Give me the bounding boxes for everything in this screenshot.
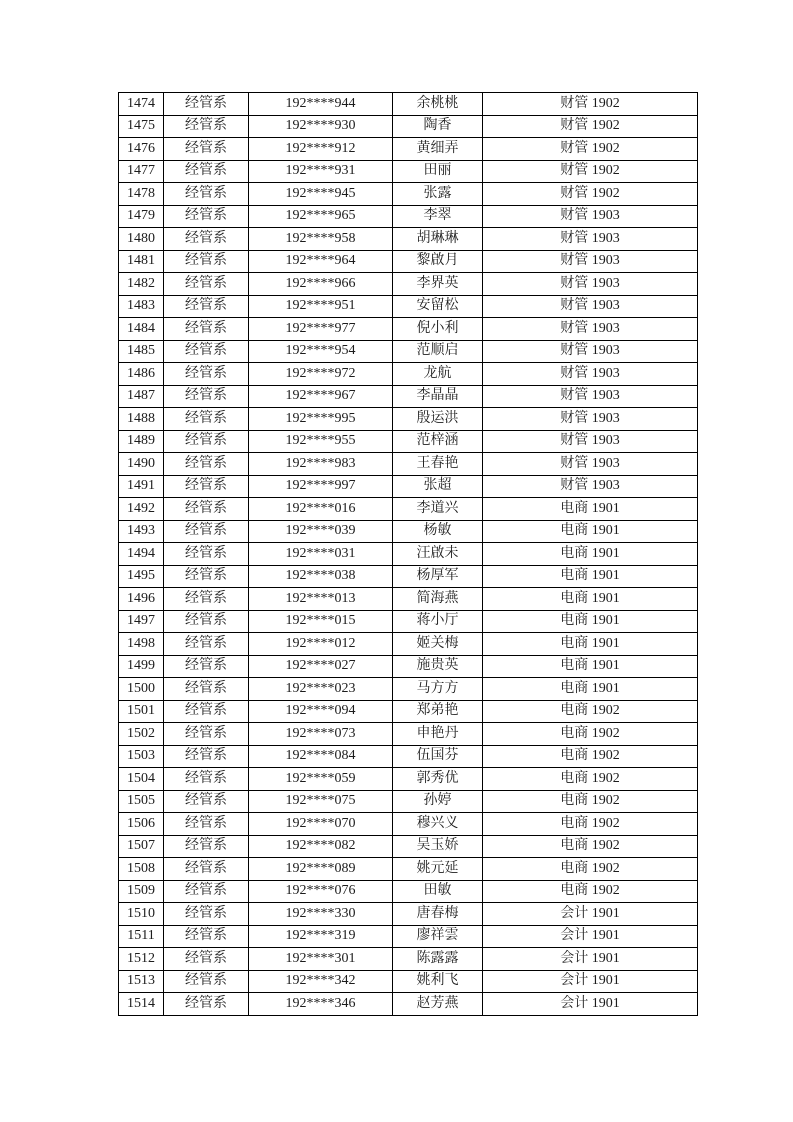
cell-name: 简海燕: [393, 588, 483, 611]
cell-class: 财管 1903: [483, 295, 698, 318]
cell-student_id: 192****059: [249, 768, 393, 791]
table-row: [119, 633, 698, 656]
cell-name: 李晶晶: [393, 385, 483, 408]
cell-student_id: 192****016: [249, 498, 393, 521]
table-row: [119, 138, 698, 161]
cell-student_id: 192****346: [249, 993, 393, 1016]
cell-name: 郭秀优: [393, 768, 483, 791]
cell-student_id: 192****945: [249, 183, 393, 206]
cell-name: 余桃桃: [393, 93, 483, 116]
cell-student_id: 192****013: [249, 588, 393, 611]
cell-class: 会计 1901: [483, 925, 698, 948]
cell-name: 汪啟未: [393, 543, 483, 566]
table-row: [119, 295, 698, 318]
cell-department: 经管系: [164, 790, 249, 813]
cell-name: 赵芳燕: [393, 993, 483, 1016]
cell-student_id: 192****954: [249, 340, 393, 363]
table-row: [119, 520, 698, 543]
cell-student_id: 192****955: [249, 430, 393, 453]
cell-index: 1511: [119, 925, 164, 948]
cell-department: 经管系: [164, 565, 249, 588]
cell-class: 电商 1902: [483, 790, 698, 813]
cell-class: 财管 1902: [483, 183, 698, 206]
cell-index: 1512: [119, 948, 164, 971]
cell-department: 经管系: [164, 880, 249, 903]
cell-department: 经管系: [164, 610, 249, 633]
cell-index: 1492: [119, 498, 164, 521]
table-row: [119, 408, 698, 431]
cell-index: 1497: [119, 610, 164, 633]
table-row: [119, 993, 698, 1016]
cell-student_id: 192****995: [249, 408, 393, 431]
cell-department: 经管系: [164, 903, 249, 926]
cell-department: 经管系: [164, 745, 249, 768]
cell-name: 穆兴义: [393, 813, 483, 836]
cell-index: 1481: [119, 250, 164, 273]
cell-department: 经管系: [164, 228, 249, 251]
table-row: [119, 948, 698, 971]
cell-department: 经管系: [164, 813, 249, 836]
cell-class: 电商 1901: [483, 565, 698, 588]
cell-name: 李道兴: [393, 498, 483, 521]
cell-index: 1487: [119, 385, 164, 408]
table-row: [119, 160, 698, 183]
cell-name: 龙航: [393, 363, 483, 386]
cell-student_id: 192****997: [249, 475, 393, 498]
cell-class: 电商 1901: [483, 498, 698, 521]
cell-name: 陶香: [393, 115, 483, 138]
cell-class: 电商 1902: [483, 813, 698, 836]
cell-name: 唐春梅: [393, 903, 483, 926]
cell-index: 1493: [119, 520, 164, 543]
student-roster-table: [118, 92, 698, 1016]
cell-department: 经管系: [164, 363, 249, 386]
cell-class: 财管 1902: [483, 93, 698, 116]
cell-department: 经管系: [164, 655, 249, 678]
cell-student_id: 192****082: [249, 835, 393, 858]
table-row: [119, 430, 698, 453]
cell-index: 1498: [119, 633, 164, 656]
cell-name: 张超: [393, 475, 483, 498]
table-row: [119, 610, 698, 633]
cell-index: 1476: [119, 138, 164, 161]
cell-name: 伍国芬: [393, 745, 483, 768]
table-row: [119, 115, 698, 138]
cell-department: 经管系: [164, 948, 249, 971]
cell-class: 电商 1901: [483, 543, 698, 566]
cell-department: 经管系: [164, 138, 249, 161]
cell-class: 电商 1901: [483, 678, 698, 701]
cell-class: 财管 1903: [483, 228, 698, 251]
cell-student_id: 192****912: [249, 138, 393, 161]
cell-class: 财管 1903: [483, 250, 698, 273]
table-row: [119, 835, 698, 858]
cell-student_id: 192****089: [249, 858, 393, 881]
cell-class: 电商 1902: [483, 745, 698, 768]
cell-class: 电商 1902: [483, 880, 698, 903]
cell-class: 财管 1903: [483, 408, 698, 431]
cell-class: 电商 1901: [483, 655, 698, 678]
cell-class: 电商 1901: [483, 610, 698, 633]
table-row: [119, 925, 698, 948]
cell-student_id: 192****966: [249, 273, 393, 296]
cell-index: 1501: [119, 700, 164, 723]
table-row: [119, 655, 698, 678]
cell-department: 经管系: [164, 588, 249, 611]
cell-index: 1482: [119, 273, 164, 296]
cell-class: 电商 1902: [483, 700, 698, 723]
cell-index: 1474: [119, 93, 164, 116]
cell-department: 经管系: [164, 858, 249, 881]
cell-department: 经管系: [164, 115, 249, 138]
cell-class: 财管 1903: [483, 340, 698, 363]
cell-student_id: 192****931: [249, 160, 393, 183]
cell-class: 财管 1903: [483, 273, 698, 296]
cell-name: 姚利飞: [393, 970, 483, 993]
cell-student_id: 192****972: [249, 363, 393, 386]
cell-class: 会计 1901: [483, 948, 698, 971]
cell-department: 经管系: [164, 295, 249, 318]
cell-index: 1495: [119, 565, 164, 588]
table-row: [119, 250, 698, 273]
cell-department: 经管系: [164, 520, 249, 543]
cell-class: 电商 1902: [483, 723, 698, 746]
cell-index: 1491: [119, 475, 164, 498]
cell-class: 电商 1901: [483, 588, 698, 611]
cell-index: 1513: [119, 970, 164, 993]
cell-student_id: 192****342: [249, 970, 393, 993]
cell-class: 财管 1903: [483, 318, 698, 341]
cell-name: 陈露露: [393, 948, 483, 971]
cell-index: 1502: [119, 723, 164, 746]
cell-class: 电商 1902: [483, 768, 698, 791]
cell-class: 财管 1902: [483, 138, 698, 161]
cell-class: 电商 1902: [483, 835, 698, 858]
cell-name: 王春艳: [393, 453, 483, 476]
cell-department: 经管系: [164, 160, 249, 183]
cell-class: 财管 1903: [483, 205, 698, 228]
cell-name: 胡琳琳: [393, 228, 483, 251]
cell-name: 姬关梅: [393, 633, 483, 656]
cell-index: 1485: [119, 340, 164, 363]
cell-department: 经管系: [164, 970, 249, 993]
cell-index: 1510: [119, 903, 164, 926]
cell-student_id: 192****075: [249, 790, 393, 813]
cell-name: 李翠: [393, 205, 483, 228]
table-row: [119, 453, 698, 476]
cell-department: 经管系: [164, 835, 249, 858]
cell-class: 会计 1901: [483, 970, 698, 993]
cell-class: 电商 1902: [483, 858, 698, 881]
table-row: [119, 745, 698, 768]
cell-index: 1506: [119, 813, 164, 836]
cell-department: 经管系: [164, 250, 249, 273]
cell-name: 申艳丹: [393, 723, 483, 746]
cell-name: 殷运洪: [393, 408, 483, 431]
table-row: [119, 205, 698, 228]
table-row: [119, 768, 698, 791]
cell-index: 1494: [119, 543, 164, 566]
cell-department: 经管系: [164, 723, 249, 746]
cell-class: 财管 1903: [483, 363, 698, 386]
cell-department: 经管系: [164, 925, 249, 948]
table-row: [119, 678, 698, 701]
cell-name: 田丽: [393, 160, 483, 183]
cell-department: 经管系: [164, 430, 249, 453]
cell-student_id: 192****023: [249, 678, 393, 701]
cell-name: 蒋小厅: [393, 610, 483, 633]
table-row: [119, 498, 698, 521]
cell-name: 姚元延: [393, 858, 483, 881]
cell-index: 1479: [119, 205, 164, 228]
cell-student_id: 192****977: [249, 318, 393, 341]
cell-student_id: 192****967: [249, 385, 393, 408]
cell-index: 1496: [119, 588, 164, 611]
cell-department: 经管系: [164, 318, 249, 341]
cell-student_id: 192****319: [249, 925, 393, 948]
cell-name: 张露: [393, 183, 483, 206]
cell-index: 1477: [119, 160, 164, 183]
cell-index: 1504: [119, 768, 164, 791]
cell-name: 吴玉娇: [393, 835, 483, 858]
cell-index: 1505: [119, 790, 164, 813]
cell-class: 会计 1901: [483, 903, 698, 926]
cell-student_id: 192****012: [249, 633, 393, 656]
cell-index: 1484: [119, 318, 164, 341]
cell-class: 电商 1901: [483, 633, 698, 656]
table-row: [119, 723, 698, 746]
table-row: [119, 228, 698, 251]
table-row: [119, 790, 698, 813]
cell-name: 黄细弄: [393, 138, 483, 161]
table-row: [119, 475, 698, 498]
cell-student_id: 192****965: [249, 205, 393, 228]
cell-index: 1488: [119, 408, 164, 431]
cell-student_id: 192****070: [249, 813, 393, 836]
cell-index: 1490: [119, 453, 164, 476]
cell-index: 1499: [119, 655, 164, 678]
table-row: [119, 565, 698, 588]
cell-index: 1509: [119, 880, 164, 903]
cell-name: 孙婷: [393, 790, 483, 813]
cell-index: 1475: [119, 115, 164, 138]
cell-department: 经管系: [164, 205, 249, 228]
cell-department: 经管系: [164, 385, 249, 408]
cell-student_id: 192****094: [249, 700, 393, 723]
cell-index: 1500: [119, 678, 164, 701]
cell-index: 1507: [119, 835, 164, 858]
cell-student_id: 192****038: [249, 565, 393, 588]
cell-department: 经管系: [164, 993, 249, 1016]
cell-class: 财管 1902: [483, 115, 698, 138]
cell-student_id: 192****951: [249, 295, 393, 318]
cell-student_id: 192****084: [249, 745, 393, 768]
cell-index: 1503: [119, 745, 164, 768]
cell-department: 经管系: [164, 453, 249, 476]
cell-student_id: 192****076: [249, 880, 393, 903]
student-roster-body: [119, 93, 698, 1016]
table-row: [119, 880, 698, 903]
cell-department: 经管系: [164, 633, 249, 656]
cell-student_id: 192****073: [249, 723, 393, 746]
cell-name: 田敏: [393, 880, 483, 903]
cell-student_id: 192****983: [249, 453, 393, 476]
cell-name: 廖祥雲: [393, 925, 483, 948]
cell-student_id: 192****930: [249, 115, 393, 138]
cell-name: 马方方: [393, 678, 483, 701]
cell-name: 范梓涵: [393, 430, 483, 453]
table-row: [119, 700, 698, 723]
cell-student_id: 192****330: [249, 903, 393, 926]
cell-name: 杨厚军: [393, 565, 483, 588]
cell-name: 郑弟艳: [393, 700, 483, 723]
table-row: [119, 903, 698, 926]
cell-student_id: 192****031: [249, 543, 393, 566]
table-row: [119, 183, 698, 206]
cell-department: 经管系: [164, 273, 249, 296]
table-row: [119, 858, 698, 881]
cell-student_id: 192****015: [249, 610, 393, 633]
cell-class: 会计 1901: [483, 993, 698, 1016]
cell-name: 安留松: [393, 295, 483, 318]
cell-index: 1478: [119, 183, 164, 206]
cell-department: 经管系: [164, 700, 249, 723]
cell-name: 李界英: [393, 273, 483, 296]
cell-name: 杨敏: [393, 520, 483, 543]
cell-index: 1508: [119, 858, 164, 881]
cell-student_id: 192****964: [249, 250, 393, 273]
cell-name: 倪小利: [393, 318, 483, 341]
cell-department: 经管系: [164, 678, 249, 701]
table-row: [119, 93, 698, 116]
cell-department: 经管系: [164, 768, 249, 791]
cell-department: 经管系: [164, 475, 249, 498]
table-row: [119, 385, 698, 408]
cell-index: 1483: [119, 295, 164, 318]
cell-class: 财管 1903: [483, 385, 698, 408]
cell-student_id: 192****027: [249, 655, 393, 678]
table-row: [119, 363, 698, 386]
table-row: [119, 340, 698, 363]
cell-name: 施贵英: [393, 655, 483, 678]
cell-department: 经管系: [164, 408, 249, 431]
cell-name: 黎啟月: [393, 250, 483, 273]
cell-department: 经管系: [164, 93, 249, 116]
cell-class: 电商 1901: [483, 520, 698, 543]
cell-student_id: 192****301: [249, 948, 393, 971]
cell-department: 经管系: [164, 543, 249, 566]
cell-class: 财管 1903: [483, 475, 698, 498]
cell-student_id: 192****944: [249, 93, 393, 116]
cell-index: 1514: [119, 993, 164, 1016]
cell-student_id: 192****039: [249, 520, 393, 543]
cell-index: 1489: [119, 430, 164, 453]
cell-class: 财管 1903: [483, 430, 698, 453]
cell-department: 经管系: [164, 340, 249, 363]
cell-class: 财管 1903: [483, 453, 698, 476]
cell-name: 范顺启: [393, 340, 483, 363]
cell-department: 经管系: [164, 183, 249, 206]
cell-index: 1486: [119, 363, 164, 386]
cell-department: 经管系: [164, 498, 249, 521]
cell-student_id: 192****958: [249, 228, 393, 251]
cell-class: 财管 1902: [483, 160, 698, 183]
table-row: [119, 813, 698, 836]
table-row: [119, 588, 698, 611]
cell-index: 1480: [119, 228, 164, 251]
table-row: [119, 970, 698, 993]
table-row: [119, 273, 698, 296]
table-row: [119, 543, 698, 566]
table-row: [119, 318, 698, 341]
